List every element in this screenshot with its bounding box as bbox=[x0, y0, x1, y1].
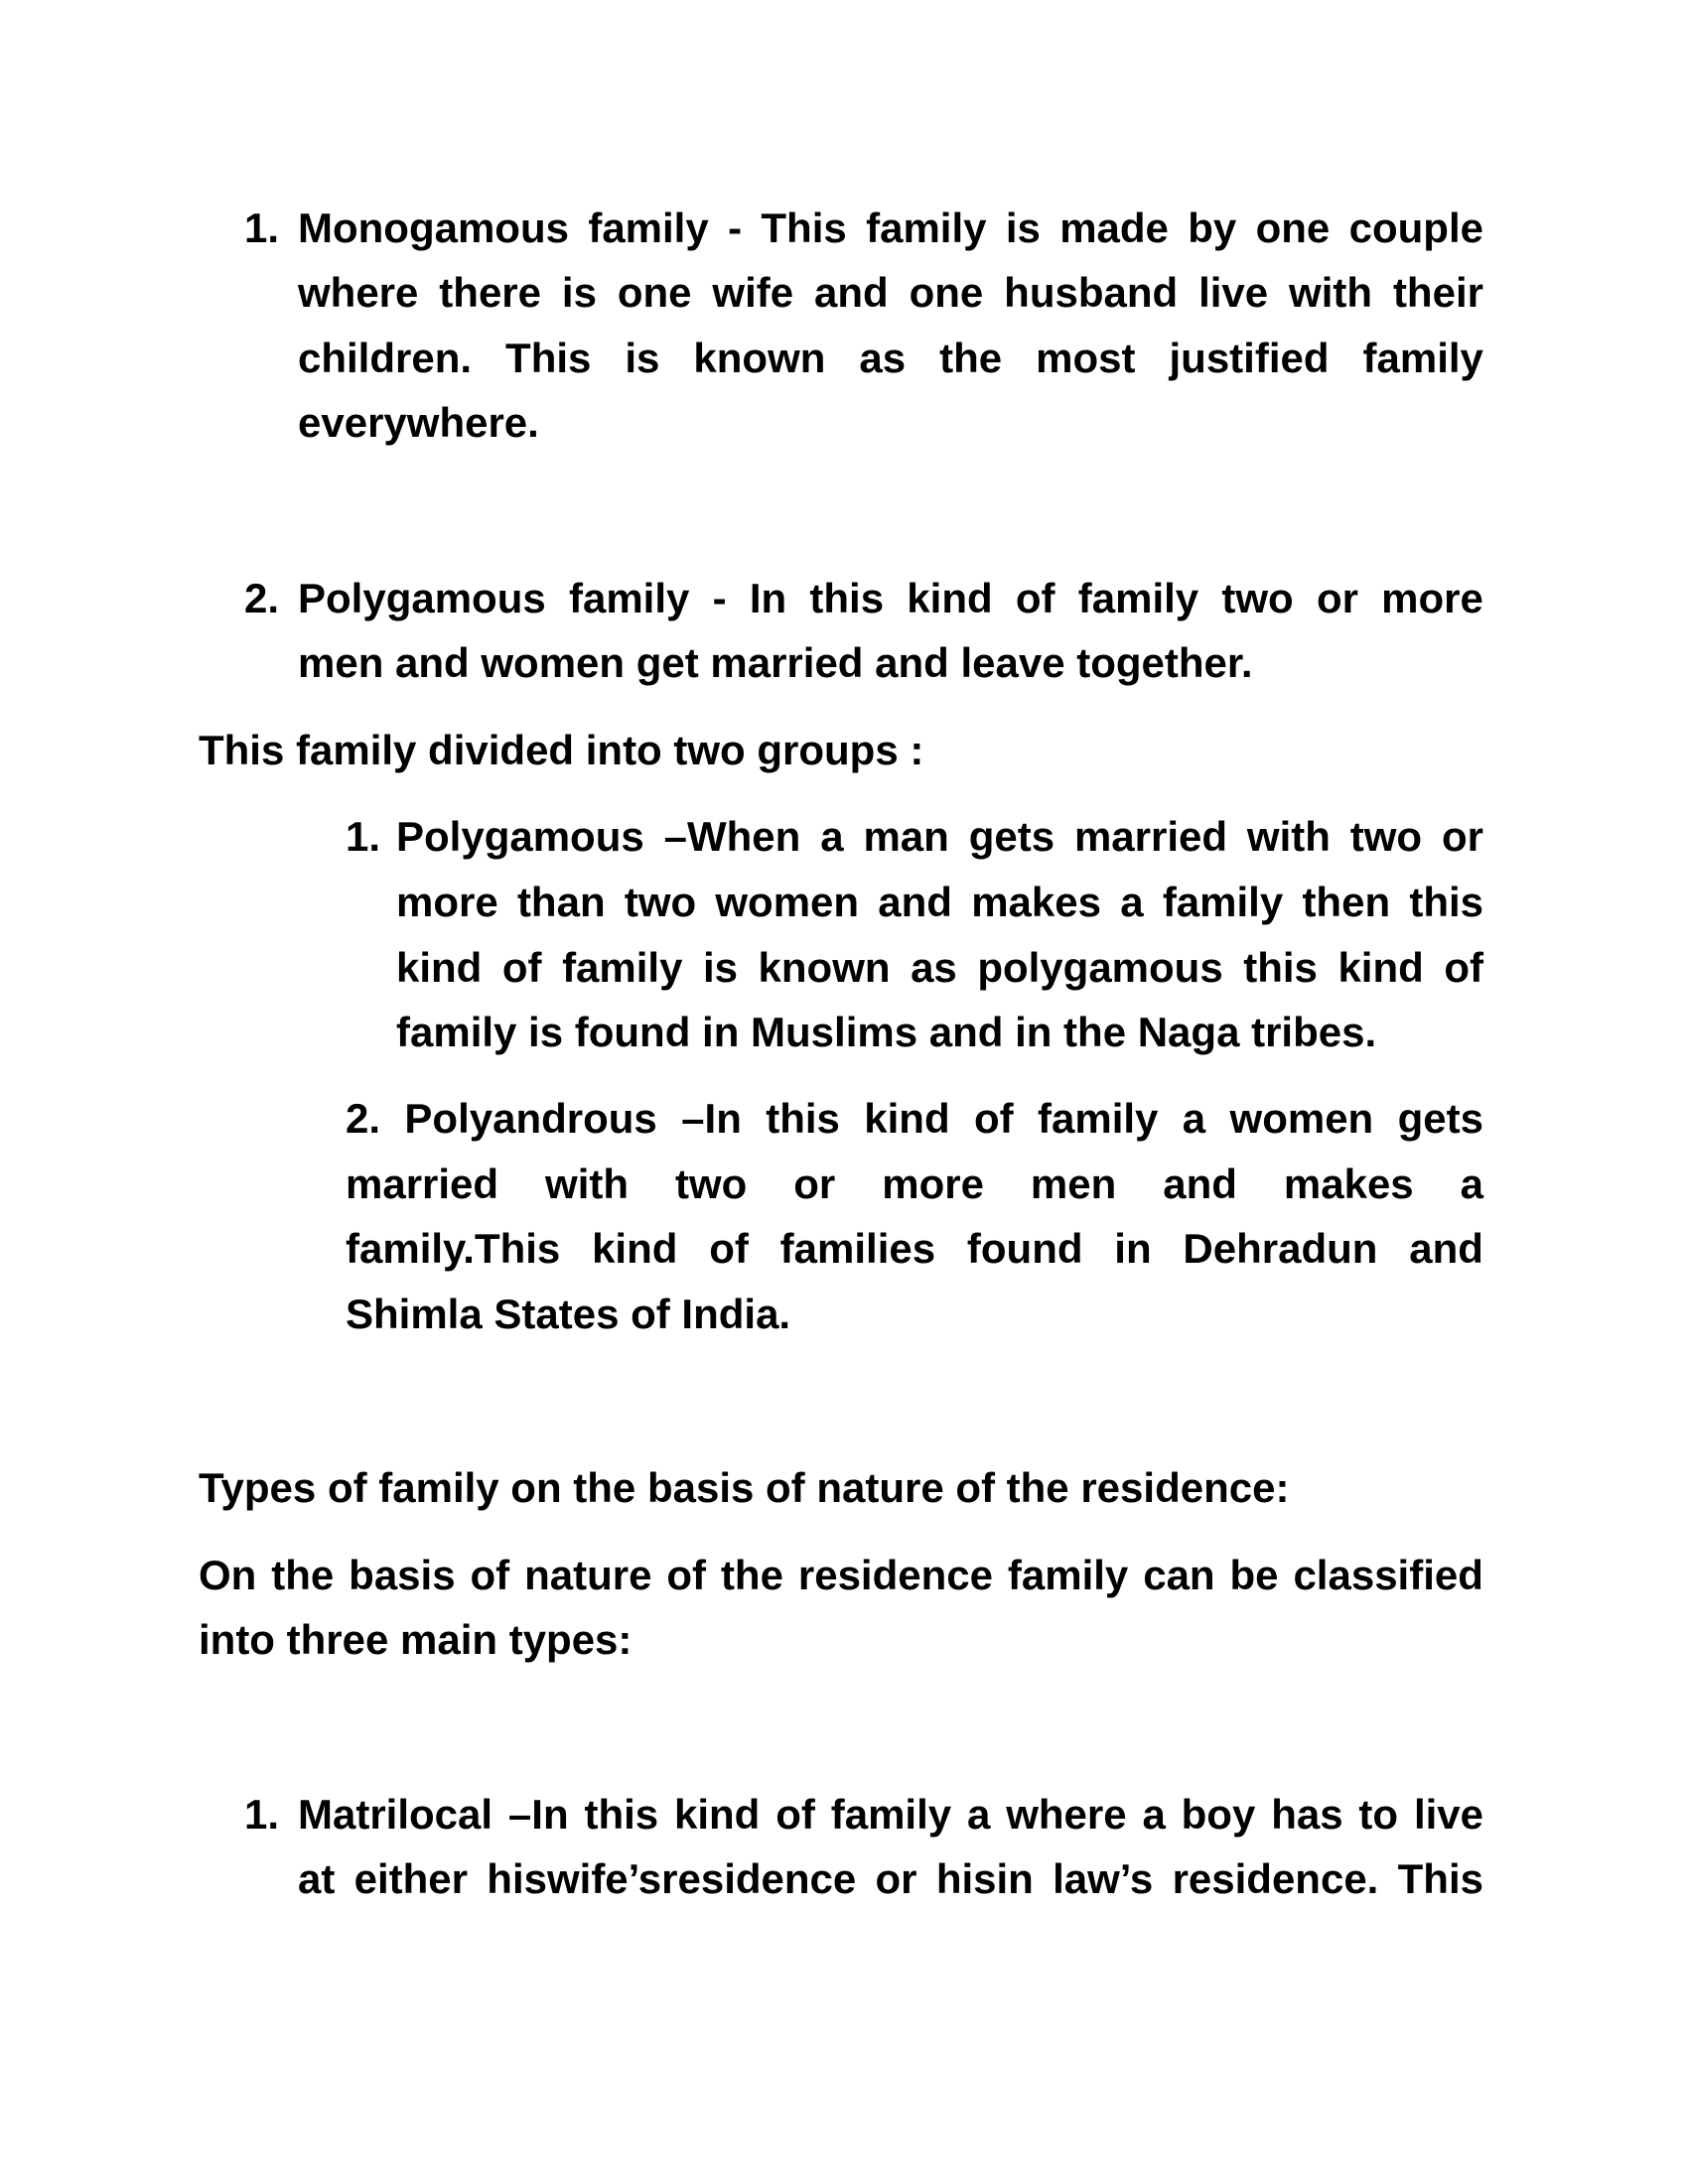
word: residence. bbox=[1172, 1855, 1379, 1902]
word: On bbox=[199, 1552, 257, 1598]
word: with bbox=[1246, 813, 1331, 860]
word: In bbox=[749, 575, 787, 621]
word: or bbox=[1441, 813, 1483, 860]
word: be bbox=[1229, 1552, 1279, 1598]
word: has bbox=[1271, 1791, 1343, 1838]
word: family bbox=[1162, 879, 1284, 925]
word: residence bbox=[797, 1552, 993, 1598]
word: as bbox=[859, 335, 907, 381]
word: the bbox=[271, 1552, 335, 1598]
word: women bbox=[715, 879, 860, 925]
residence-intro-line-1 bbox=[199, 1545, 1483, 1606]
word: a bbox=[1460, 1160, 1483, 1207]
sub-polyandrous-line-4: Shimla States of India. bbox=[346, 1291, 791, 1337]
word: family bbox=[1362, 335, 1483, 381]
word: more bbox=[1381, 575, 1483, 621]
monogamous-line-1 bbox=[298, 198, 1483, 259]
word: there bbox=[439, 269, 541, 316]
word: of bbox=[775, 1791, 815, 1838]
word: - bbox=[728, 205, 743, 251]
word: two bbox=[1349, 813, 1423, 860]
list-number: 1. bbox=[244, 205, 280, 251]
word: family bbox=[866, 205, 987, 251]
word: family bbox=[830, 1791, 952, 1838]
word: husband bbox=[1004, 269, 1179, 316]
word: –In bbox=[507, 1791, 569, 1838]
word: the bbox=[720, 1552, 783, 1598]
word: or bbox=[875, 1855, 917, 1902]
word: this bbox=[1409, 879, 1483, 925]
word: of bbox=[709, 1225, 749, 1272]
word: live bbox=[1198, 269, 1269, 316]
word: Polygamous bbox=[298, 575, 546, 621]
word: one bbox=[909, 269, 984, 316]
word: –In bbox=[681, 1095, 742, 1142]
residence-intro-line-2: into three main types: bbox=[199, 1616, 633, 1663]
word: two bbox=[1221, 575, 1294, 621]
word: –When bbox=[663, 813, 801, 860]
word: family.This bbox=[346, 1225, 561, 1272]
word: made bbox=[1059, 205, 1169, 251]
word: one bbox=[617, 269, 692, 316]
word: most bbox=[1036, 335, 1136, 381]
word: boy bbox=[1181, 1791, 1256, 1838]
word: makes bbox=[971, 879, 1101, 925]
word: two bbox=[624, 879, 697, 925]
word: 2. bbox=[346, 1095, 381, 1142]
word: with bbox=[545, 1160, 630, 1207]
word: a bbox=[1142, 1791, 1166, 1838]
word: can bbox=[1143, 1552, 1215, 1598]
word: gets bbox=[1397, 1095, 1483, 1142]
word: and bbox=[878, 879, 952, 925]
word: classified bbox=[1293, 1552, 1483, 1598]
word: is bbox=[702, 944, 739, 991]
word: - bbox=[712, 575, 727, 621]
sub-polyandrous-line-1 bbox=[346, 1088, 1483, 1150]
word: or bbox=[1316, 575, 1358, 621]
word: as bbox=[911, 944, 957, 991]
word: women bbox=[1229, 1095, 1374, 1142]
word: live bbox=[1413, 1791, 1483, 1838]
word: wife bbox=[712, 269, 794, 316]
word: married bbox=[1073, 813, 1228, 860]
word: kind bbox=[674, 1791, 761, 1838]
sub-polyandrous-line-3 bbox=[346, 1218, 1483, 1280]
sub-polygamous-line-4: family is found in Muslims and in the Naga tribes. bbox=[396, 1009, 1377, 1055]
residence-heading: Types of family on the basis of nature of the residence: bbox=[199, 1464, 1290, 1511]
polygamous-line-2: men and women get married and leave together. bbox=[298, 639, 1253, 686]
word: law’s bbox=[1053, 1855, 1154, 1902]
word: either bbox=[353, 1855, 469, 1902]
word: is bbox=[1005, 205, 1041, 251]
word: of bbox=[501, 944, 542, 991]
word: kind bbox=[1337, 944, 1424, 991]
word: more bbox=[882, 1160, 984, 1207]
word: kind bbox=[907, 575, 993, 621]
word: to bbox=[1358, 1791, 1399, 1838]
word: family bbox=[1038, 1095, 1159, 1142]
word: justified bbox=[1169, 335, 1330, 381]
word: at bbox=[298, 1855, 336, 1902]
word: where bbox=[1006, 1791, 1127, 1838]
matrilocal-line-2 bbox=[298, 1848, 1483, 1910]
word: family bbox=[1007, 1552, 1129, 1598]
word: family bbox=[1077, 575, 1199, 621]
word: makes bbox=[1283, 1160, 1414, 1207]
word: Matrilocal bbox=[298, 1791, 493, 1838]
word: nature bbox=[524, 1552, 652, 1598]
word: a bbox=[1182, 1095, 1206, 1142]
word: with bbox=[1289, 269, 1373, 316]
word: then bbox=[1302, 879, 1391, 925]
word: of bbox=[470, 1552, 510, 1598]
word: kind bbox=[396, 944, 483, 991]
word: This bbox=[505, 335, 592, 381]
word: a bbox=[966, 1791, 991, 1838]
word: of bbox=[666, 1552, 707, 1598]
word: the bbox=[939, 335, 1003, 381]
monogamous-line-2 bbox=[298, 262, 1483, 324]
word: family bbox=[568, 575, 690, 621]
word: in bbox=[1114, 1225, 1152, 1272]
word: men bbox=[1030, 1160, 1117, 1207]
sub-polyandrous-line-2 bbox=[346, 1154, 1483, 1215]
word: a bbox=[1120, 879, 1144, 925]
word: of bbox=[1444, 944, 1483, 991]
word: hiswife’sresidence bbox=[487, 1855, 857, 1902]
word: two bbox=[675, 1160, 748, 1207]
word: polygamous bbox=[977, 944, 1223, 991]
word: their bbox=[1392, 269, 1483, 316]
word: or bbox=[793, 1160, 836, 1207]
word: and bbox=[814, 269, 889, 316]
word: is bbox=[625, 335, 660, 381]
list-number: 2. bbox=[244, 575, 280, 621]
list-number: 1. bbox=[346, 813, 381, 860]
word: family bbox=[562, 944, 683, 991]
word: this bbox=[584, 1791, 659, 1838]
word: This bbox=[1397, 1855, 1483, 1902]
word: Monogamous bbox=[298, 205, 569, 251]
word: of bbox=[1015, 575, 1055, 621]
word: This bbox=[761, 205, 847, 251]
word: children. bbox=[298, 335, 473, 381]
word: and bbox=[1409, 1225, 1483, 1272]
word: one bbox=[1255, 205, 1331, 251]
monogamous-line-4: everywhere. bbox=[298, 399, 539, 446]
polygamous-line-1 bbox=[298, 568, 1483, 629]
word: this bbox=[766, 1095, 840, 1142]
sub-polygamous-line-1 bbox=[396, 806, 1483, 868]
word: hisin bbox=[935, 1855, 1034, 1902]
sub-polygamous-line-3 bbox=[396, 937, 1483, 999]
word: Polyandrous bbox=[404, 1095, 657, 1142]
word: gets bbox=[968, 813, 1055, 860]
word: family bbox=[588, 205, 709, 251]
sub-polygamous-line-2 bbox=[396, 872, 1483, 933]
word: a bbox=[820, 813, 844, 860]
word: basis bbox=[349, 1552, 456, 1598]
word: man bbox=[863, 813, 949, 860]
word: where bbox=[298, 269, 419, 316]
matrilocal-line-1 bbox=[298, 1784, 1483, 1845]
word: kind bbox=[592, 1225, 678, 1272]
word: known bbox=[693, 335, 826, 381]
word: families bbox=[779, 1225, 936, 1272]
monogamous-line-3 bbox=[298, 328, 1483, 389]
word: kind bbox=[864, 1095, 950, 1142]
word: than bbox=[516, 879, 606, 925]
word: found bbox=[966, 1225, 1083, 1272]
word: by bbox=[1188, 205, 1237, 251]
word: and bbox=[1163, 1160, 1237, 1207]
word: of bbox=[974, 1095, 1014, 1142]
word: more bbox=[396, 879, 498, 925]
groups-intro: This family divided into two groups : bbox=[199, 727, 924, 773]
word: couple bbox=[1348, 205, 1483, 251]
word: this bbox=[809, 575, 885, 621]
word: known bbox=[758, 944, 891, 991]
word: married bbox=[346, 1160, 499, 1207]
word: Polygamous bbox=[396, 813, 644, 860]
word: this bbox=[1243, 944, 1318, 991]
list-number: 1. bbox=[244, 1791, 280, 1838]
word: is bbox=[561, 269, 597, 316]
word: Dehradun bbox=[1183, 1225, 1378, 1272]
